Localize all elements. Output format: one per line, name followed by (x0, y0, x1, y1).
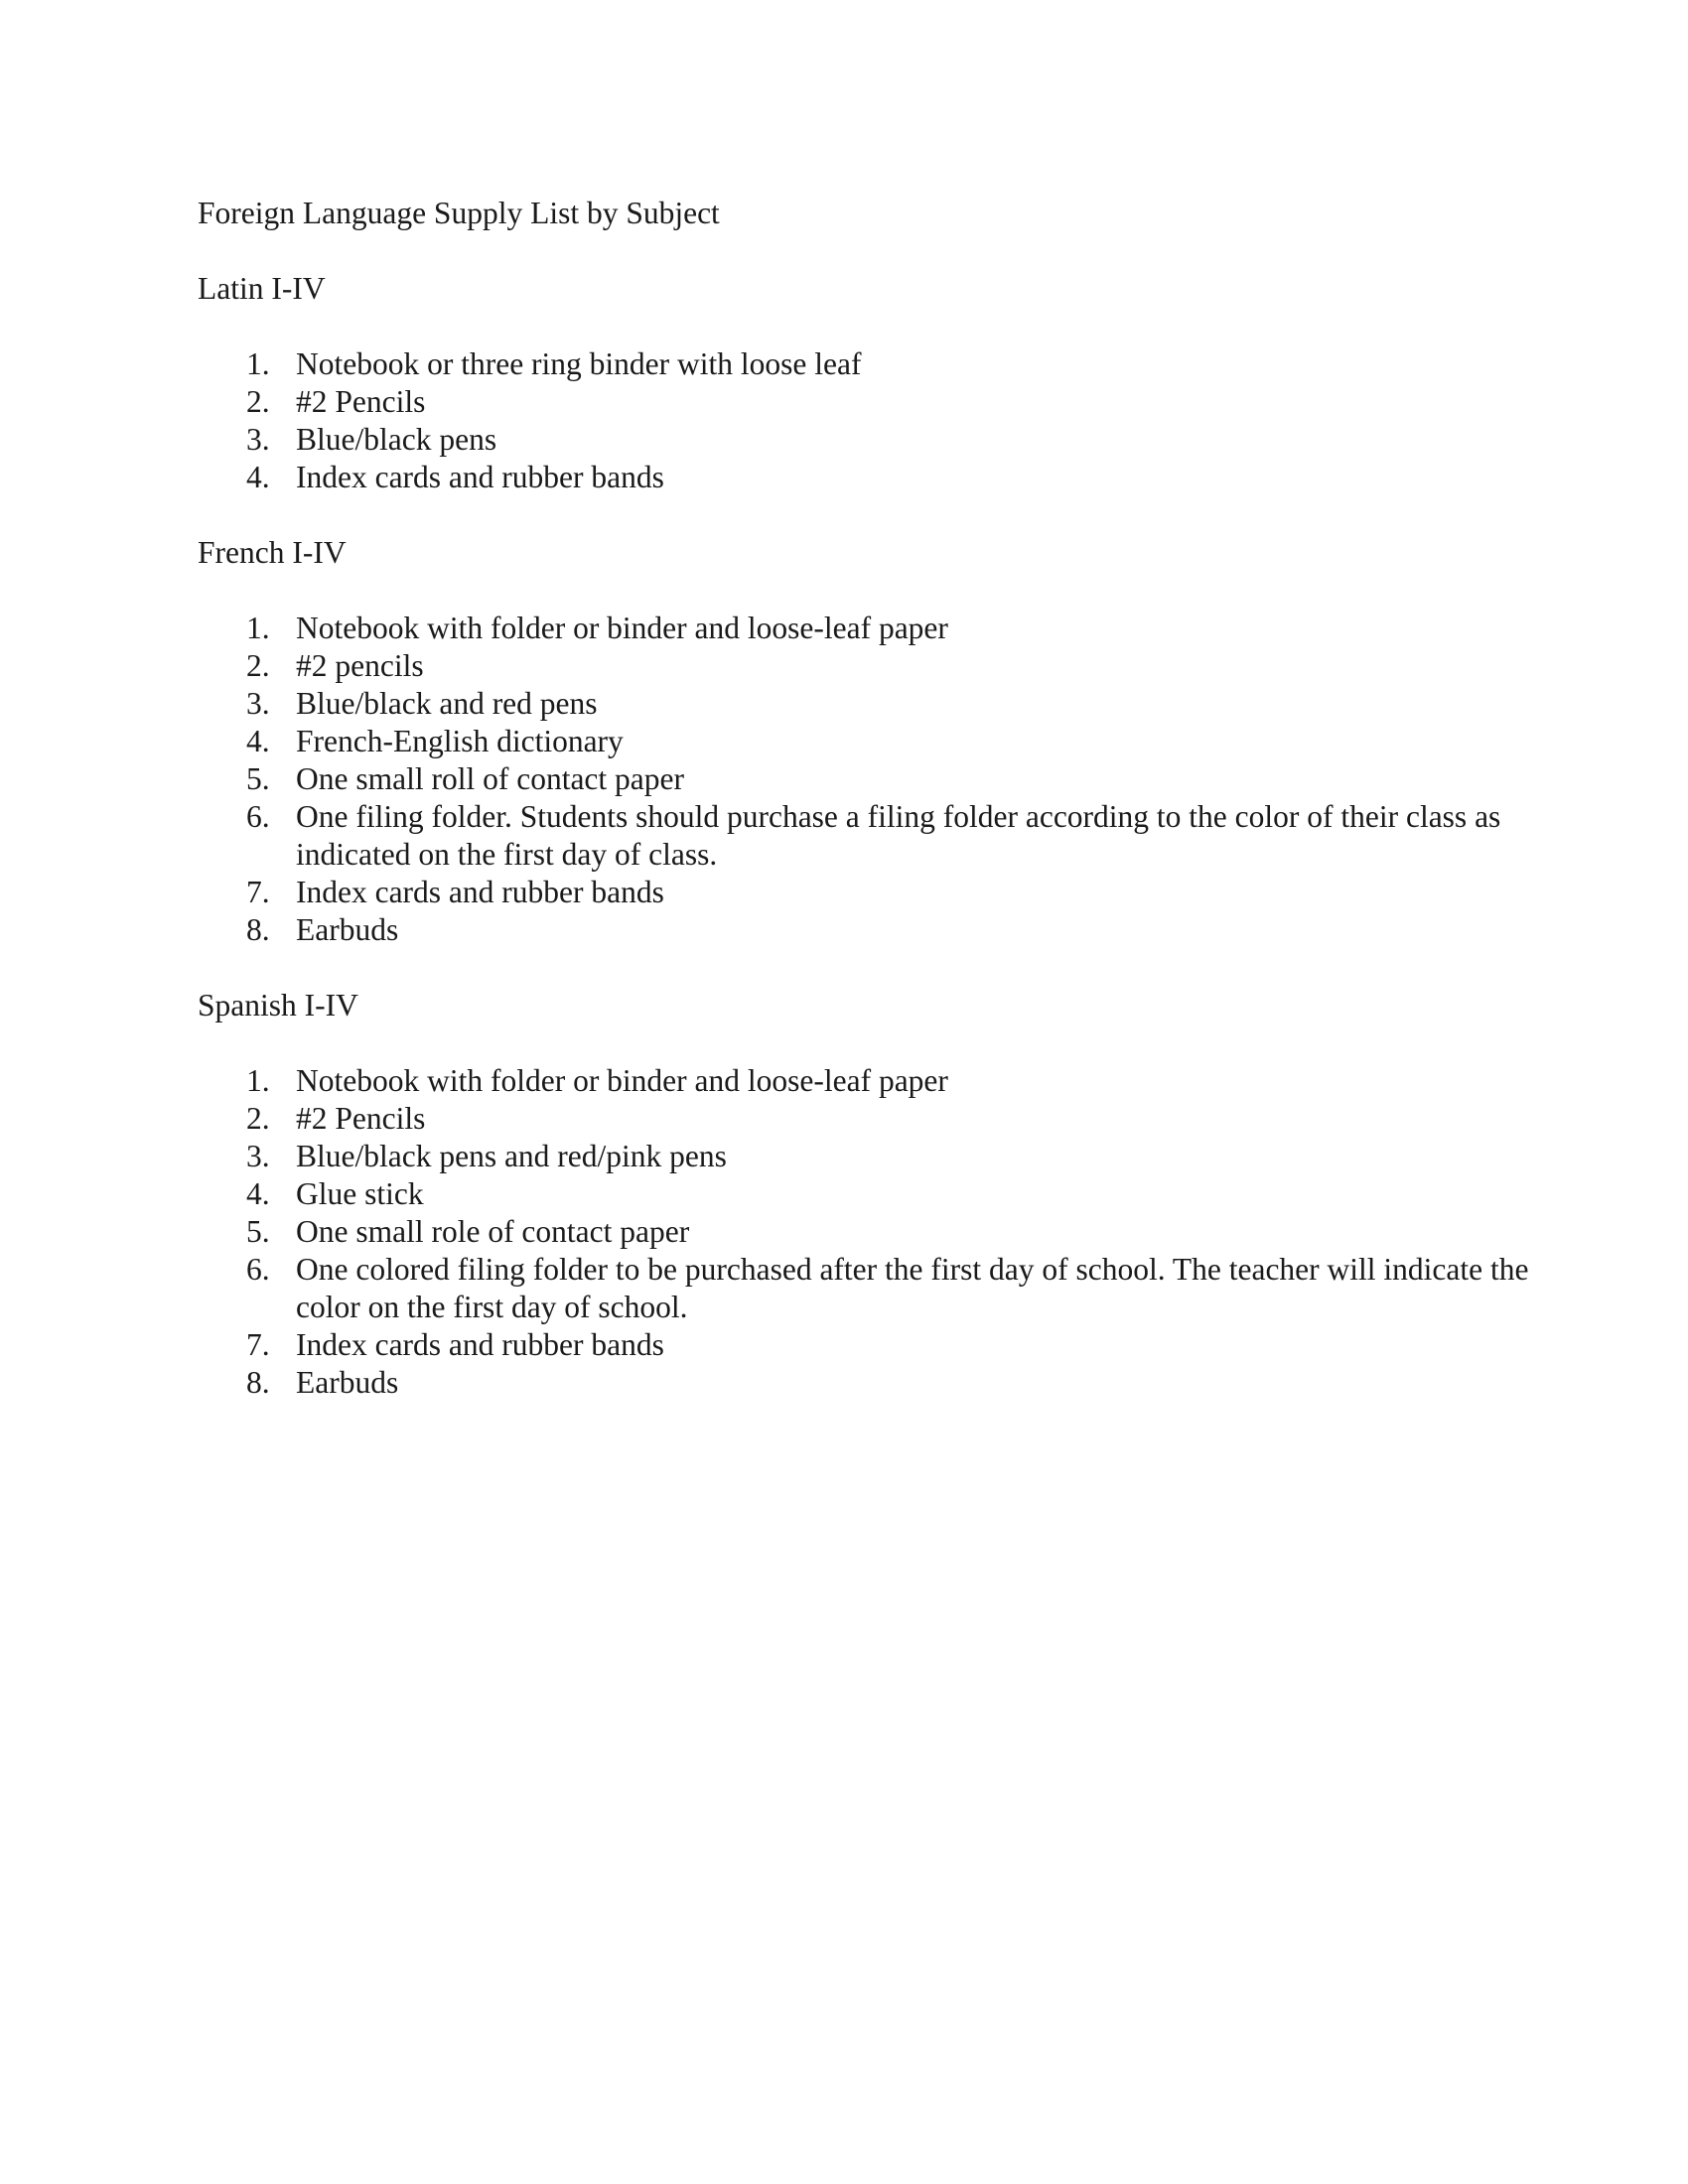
list-item (198, 1175, 1656, 1213)
item-text: Blue/black pens (296, 422, 497, 457)
item-text: Notebook or three ring binder with loose leaf (296, 346, 862, 381)
list-item (198, 1364, 1656, 1402)
list-item (198, 345, 1656, 383)
item-number: 7. (246, 875, 270, 909)
supply-list (198, 610, 1501, 949)
item-number: 2. (246, 384, 270, 419)
list-item (198, 723, 1656, 760)
list-item (198, 383, 1656, 421)
section-heading: French I-IV (198, 535, 347, 570)
item-text: One colored filing folder to be purchased after the first day of school. The teacher will indicate the color on the first day of school. (296, 1252, 1529, 1324)
list-item (198, 1062, 1656, 1100)
item-text: Index cards and rubber bands (296, 1327, 664, 1362)
item-text: #2 Pencils (296, 1101, 426, 1136)
item-text: #2 Pencils (296, 384, 426, 419)
list-item (198, 685, 1656, 723)
document-body (198, 195, 1529, 1439)
list-item (198, 647, 1656, 685)
item-text: Earbuds (296, 1365, 399, 1400)
section-french (198, 534, 1501, 949)
item-text: One small role of contact paper (296, 1214, 690, 1249)
list-item (198, 760, 1656, 798)
item-text: Index cards and rubber bands (296, 875, 664, 909)
item-number: 1. (246, 1063, 270, 1098)
item-text: One filing folder. Students should purchase a filing folder according to the color of their class as indicated on the first day of class. (296, 799, 1501, 872)
section-latin (198, 270, 1488, 496)
item-number: 5. (246, 761, 270, 796)
supply-list (198, 1062, 1529, 1402)
item-number: 3. (246, 1139, 270, 1173)
list-item (198, 459, 1656, 496)
list-item (198, 911, 1656, 949)
item-number: 1. (246, 346, 270, 381)
item-number: 5. (246, 1214, 270, 1249)
list-item (198, 610, 1656, 647)
item-number: 3. (246, 422, 270, 457)
item-number: 8. (246, 912, 270, 947)
list-item (198, 421, 1656, 459)
item-number: 4. (246, 1176, 270, 1211)
item-number: 1. (246, 611, 270, 645)
item-number: 4. (246, 724, 270, 758)
supply-list (198, 345, 1488, 496)
item-text: Index cards and rubber bands (296, 460, 664, 494)
list-item (198, 1213, 1656, 1251)
item-text: Glue stick (296, 1176, 424, 1211)
item-text: Earbuds (296, 912, 399, 947)
item-text: Notebook with folder or binder and loose-leaf paper (296, 611, 948, 645)
item-number: 2. (246, 1101, 270, 1136)
section-spanish (198, 987, 1529, 1402)
item-number: 7. (246, 1327, 270, 1362)
list-item (198, 1326, 1656, 1364)
list-item (198, 1138, 1656, 1175)
item-text: Blue/black pens and red/pink pens (296, 1139, 727, 1173)
item-number: 2. (246, 648, 270, 683)
item-text: French-English dictionary (296, 724, 624, 758)
item-number: 6. (246, 799, 270, 834)
item-number: 8. (246, 1365, 270, 1400)
item-number: 6. (246, 1252, 270, 1287)
item-text: One small roll of contact paper (296, 761, 684, 796)
item-text: Notebook with folder or binder and loose-leaf paper (296, 1063, 948, 1098)
item-number: 3. (246, 686, 270, 721)
section-heading: Latin I-IV (198, 271, 326, 306)
list-item (198, 874, 1656, 911)
item-text: #2 pencils (296, 648, 424, 683)
section-heading: Spanish I-IV (198, 988, 358, 1023)
item-number: 4. (246, 460, 270, 494)
item-text: Blue/black and red pens (296, 686, 598, 721)
list-item (198, 1251, 1656, 1326)
page-title: Foreign Language Supply List by Subject (198, 196, 720, 230)
list-item (198, 798, 1656, 874)
list-item (198, 1100, 1656, 1138)
